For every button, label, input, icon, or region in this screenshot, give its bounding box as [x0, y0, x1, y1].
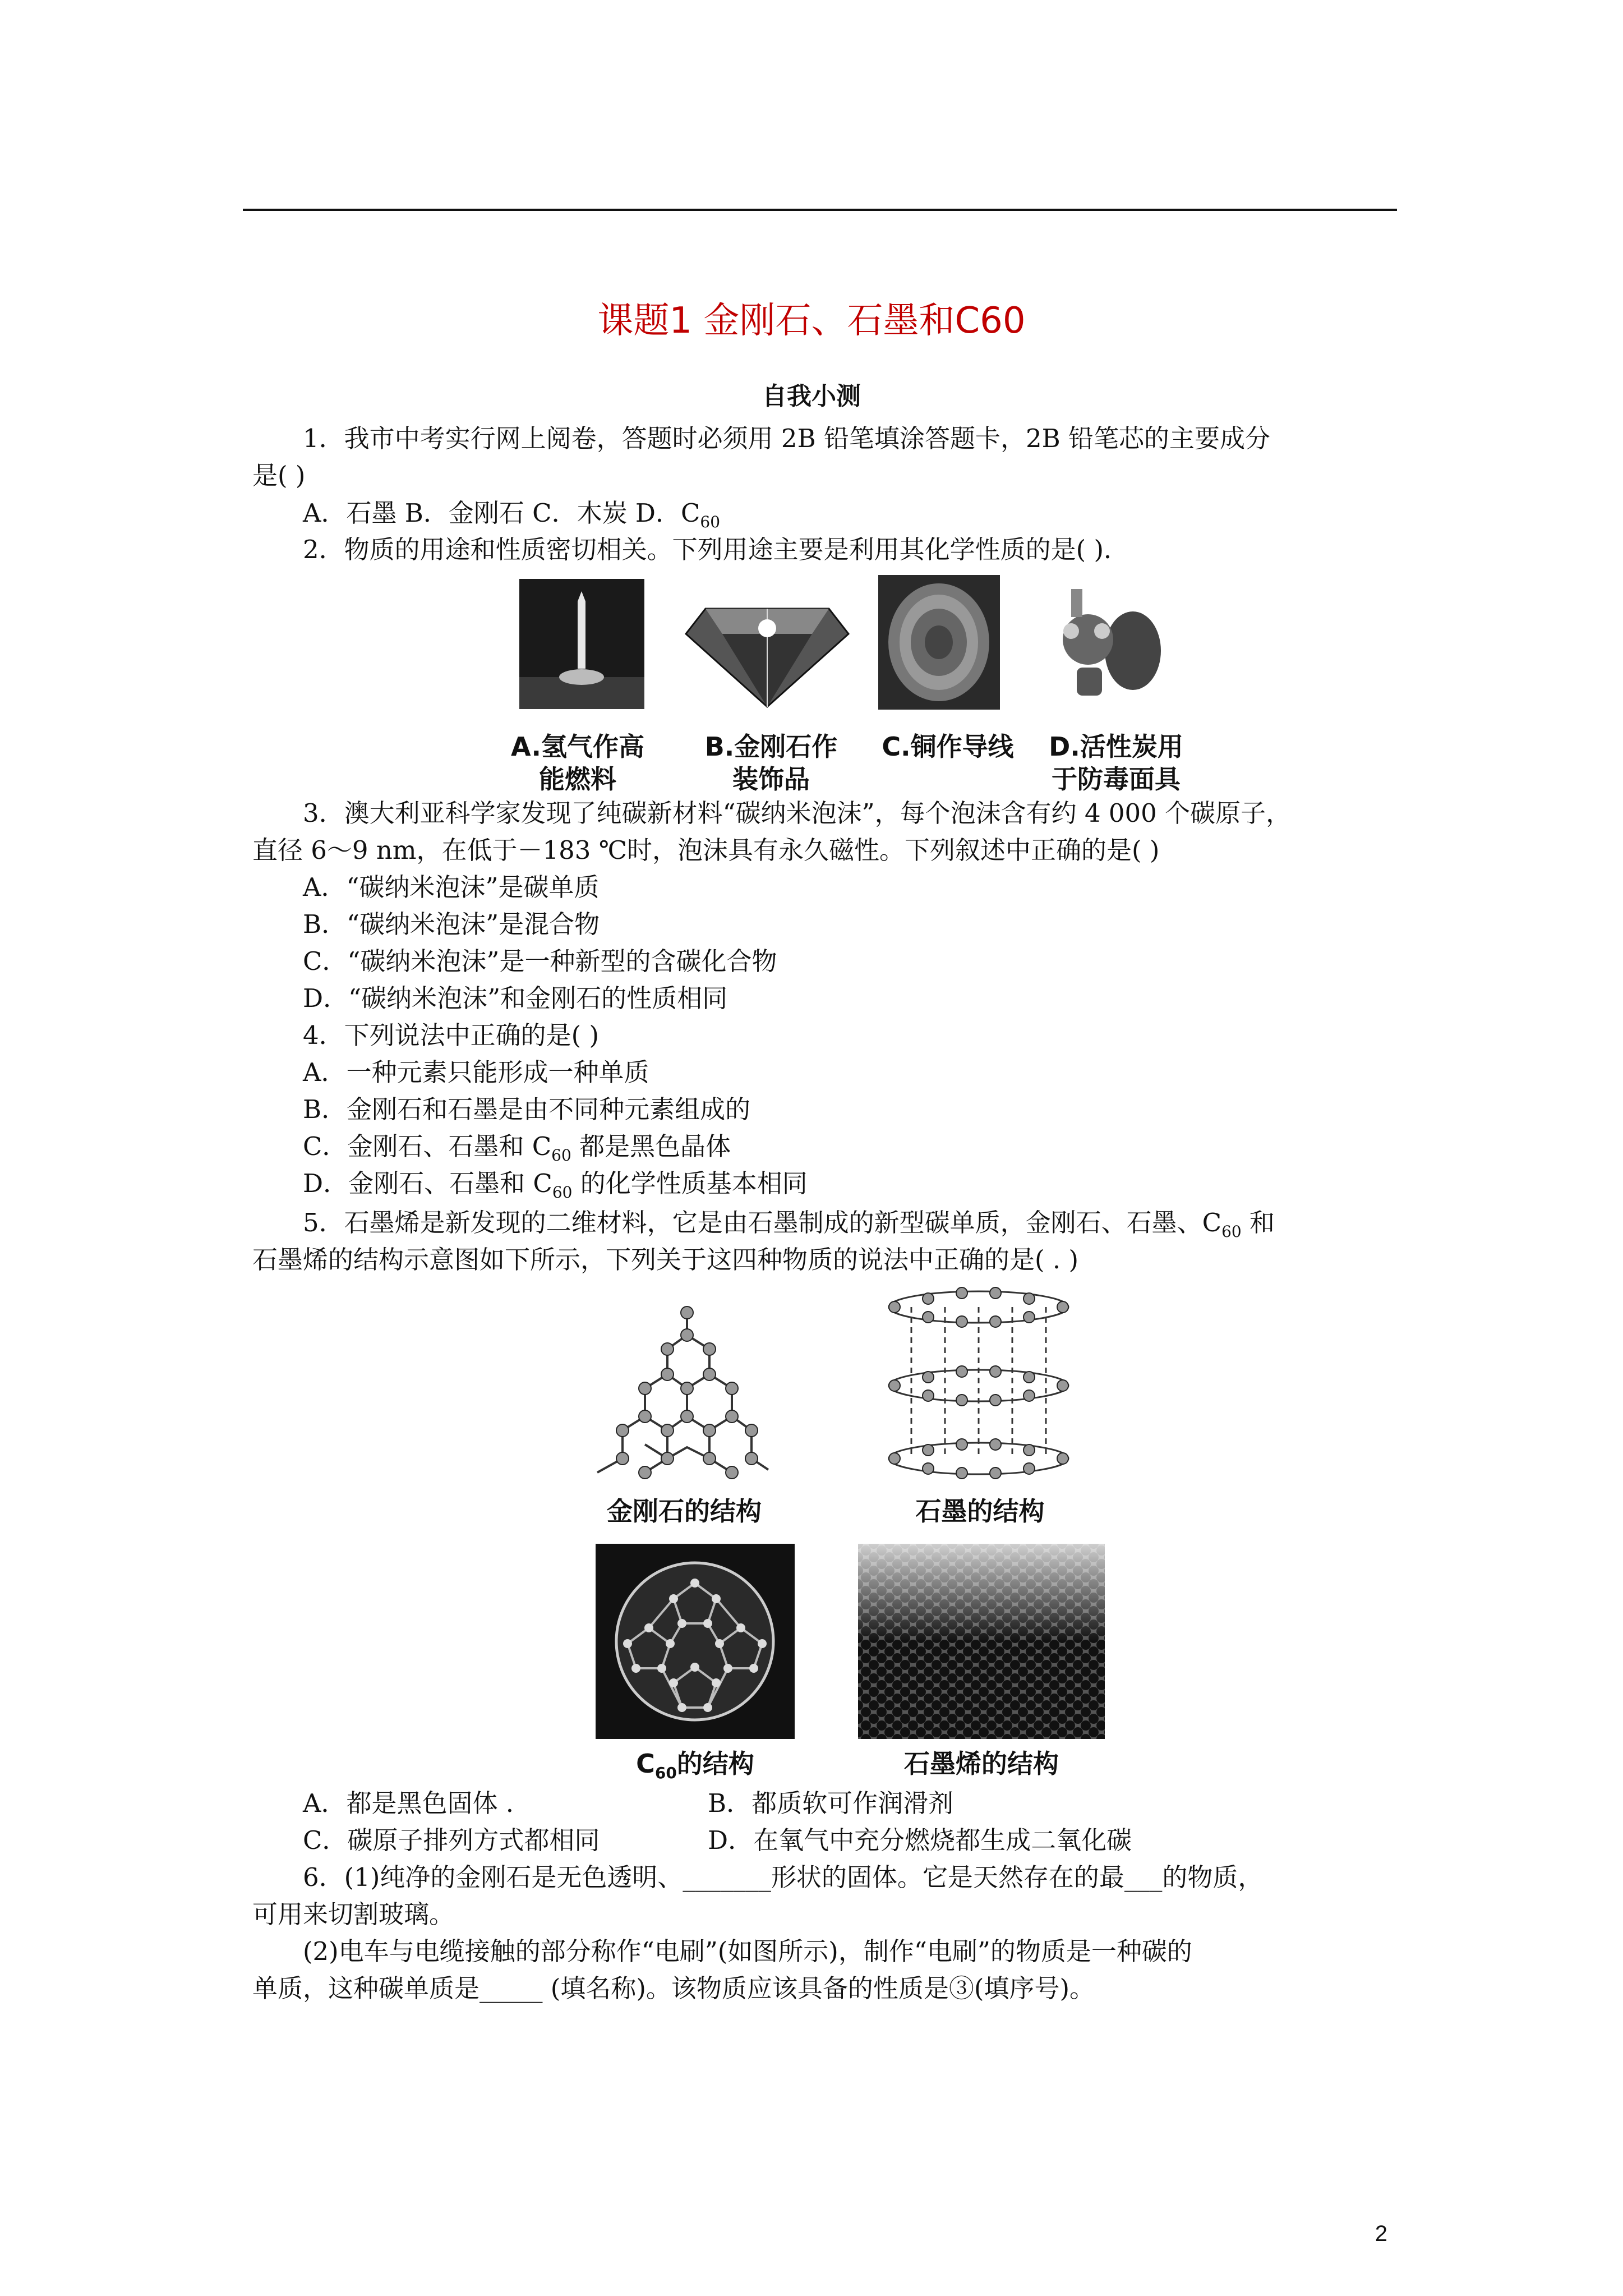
q2-line1: 2．物质的用途和性质密切相关。下列用途主要是利用其化学性质的是( )．: [303, 535, 1129, 564]
graphite-structure-image: [878, 1285, 1082, 1487]
q1-line2: 是( ): [252, 461, 306, 490]
q2-caption-a: A.氢气作高 能燃料: [511, 731, 644, 794]
q3-line2: 直径 6～9 nm，在低于－183 ℃时，泡沫具有永久磁性。下列叙述中正确的是( ): [252, 835, 1160, 865]
q4-option-b: B．金刚石和石墨是由不同种元素组成的: [303, 1094, 751, 1124]
page-number: 2: [1375, 2221, 1387, 2246]
q5-line1: 5．石墨烯是新发现的二维材料，它是由石墨制成的新型碳单质，金刚石、石墨、$C_{60}$ 和: [303, 1208, 1275, 1241]
rocket-launch-image: [519, 579, 644, 709]
q4-option-a: A．一种元素只能形成一种单质: [303, 1057, 649, 1087]
q6-line4: 单质，这种碳单质是_____ (填名称)。该物质应该具备的性质是③(填序号)。: [252, 1973, 1095, 2003]
q6-line3: (2)电车与电缆接触的部分称作“电刷”(如图所示)，制作“电刷”的物质是一种碳的: [303, 1936, 1192, 1966]
gas-mask-image: [1038, 578, 1166, 712]
graphite-structure-caption: 石墨的结构: [915, 1496, 1045, 1526]
q1-options: A．石墨 B．金刚石 C．木炭 D．$C_{60}$: [303, 498, 721, 531]
q1-line1: 1．我市中考实行网上阅卷，答题时必须用 2B 铅笔填涂答题卡，2B 铅笔芯的主要成分: [303, 424, 1270, 453]
q3-line1: 3．澳大利亚科学家发现了纯碳新材料“碳纳米泡沫”，每个泡沫含有约 4 000 个碳原子，: [303, 798, 1292, 828]
diamond-gem-image: [683, 586, 851, 710]
section-subtitle: 自我小测: [762, 382, 861, 411]
q3-option-d: D．“碳纳米泡沫”和金刚石的性质相同: [303, 983, 728, 1013]
q5-option-a: A．都是黑色固体 .: [303, 1788, 514, 1818]
q2-caption-b: B.金刚石作 装饰品: [704, 731, 838, 794]
copper-wire-coil-image: [878, 575, 1000, 710]
q3-option-b: B．“碳纳米泡沫”是混合物: [303, 909, 600, 939]
q6-line1: 6．(1)纯净的金刚石是无色透明、_______形状的固体。它是天然存在的最___的物质，: [303, 1862, 1264, 1892]
q2-caption-c: C.铜作导线: [882, 731, 1014, 762]
graphene-structure-caption: 石墨烯的结构: [904, 1749, 1059, 1779]
header-rule: [243, 209, 1397, 211]
q4-option-d: D．金刚石、石墨和 $C_{60}$ 的化学性质基本相同: [303, 1168, 808, 1202]
q4-line1: 4．下列说法中正确的是( ): [303, 1020, 600, 1050]
q5-option-b: B．都质软可作润滑剂: [708, 1788, 954, 1818]
page-title: 课题1 金刚石、石墨和C60: [597, 300, 1026, 342]
q5-line2: 石墨烯的结构示意图如下所示，下列关于这四种物质的说法中正确的是( . ): [252, 1245, 1079, 1274]
diamond-structure-image: [583, 1301, 774, 1487]
q3-option-c: C．“碳纳米泡沫”是一种新型的含碳化合物: [303, 946, 777, 976]
q2-caption-d: D.活性炭用 于防毒面具: [1049, 731, 1183, 794]
q4-option-c: C．金刚石、石墨和 $C_{60}$ 都是黑色晶体: [303, 1131, 731, 1165]
q6-line2: 可用来切割玻璃。: [252, 1899, 455, 1929]
graphene-structure-image: [858, 1544, 1105, 1739]
q3-option-a: A．“碳纳米泡沫”是碳单质: [303, 872, 600, 902]
c60-structure-image: [596, 1544, 795, 1739]
q5-option-d: D．在氧气中充分燃烧都生成二氧化碳: [708, 1825, 1132, 1855]
c60-structure-caption: $C_{60}$的结构: [636, 1749, 754, 1783]
q5-option-c: C．碳原子排列方式都相同: [303, 1825, 600, 1855]
diamond-structure-caption: 金刚石的结构: [607, 1496, 762, 1526]
